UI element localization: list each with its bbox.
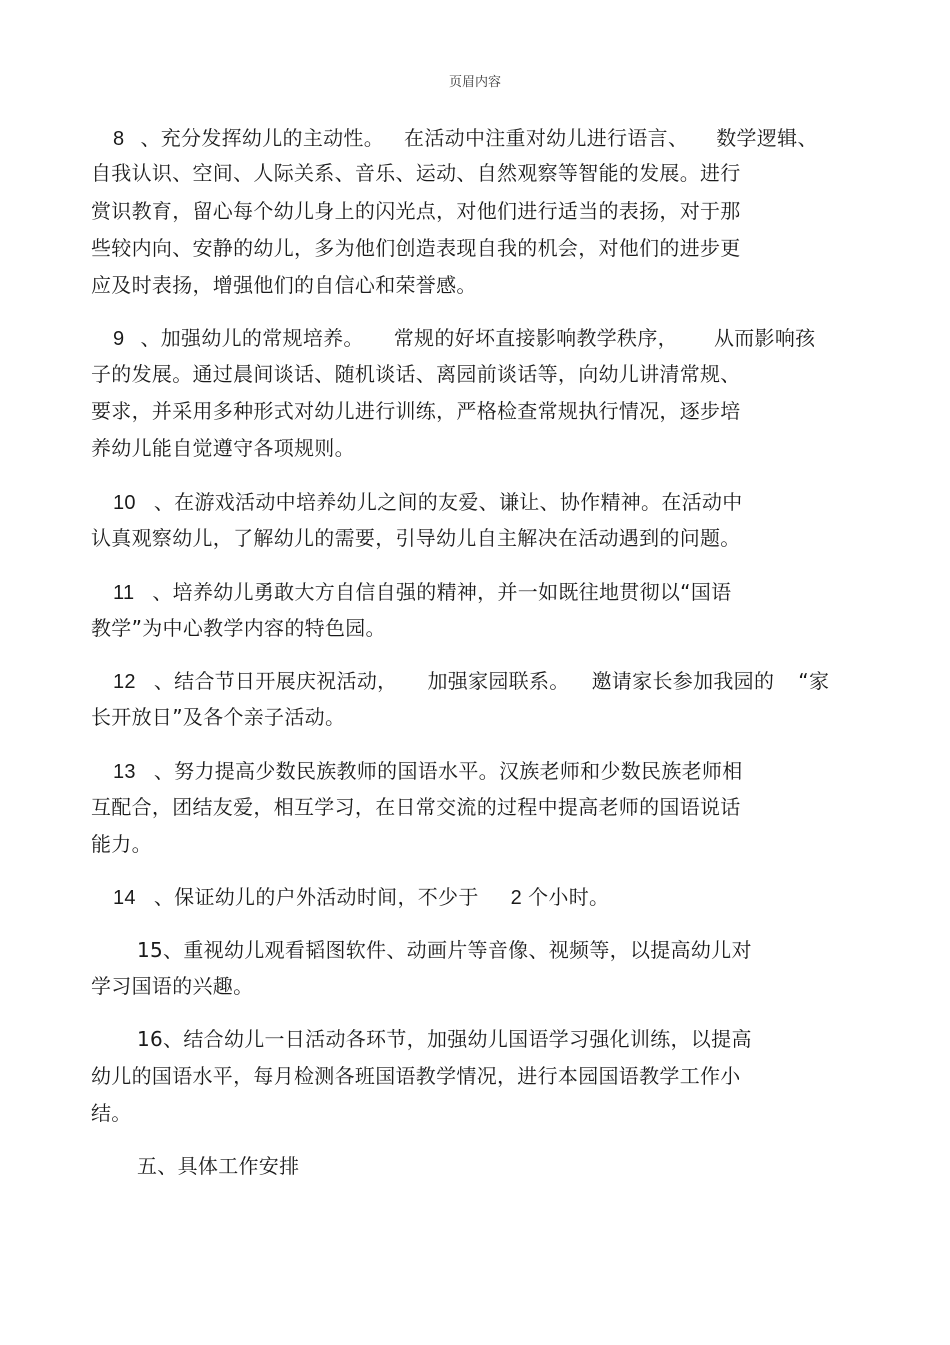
item-12-line-1 bbox=[113, 669, 829, 694]
item-12-text-c: 邀请家长参加我园的 bbox=[591, 669, 775, 693]
item-8-number: 8 bbox=[113, 128, 125, 150]
item-8-line-5: 应及时表扬，增强他们的自信心和荣誉感。 bbox=[91, 273, 477, 297]
item-15-line-2: 学习国语的兴趣。 bbox=[91, 974, 254, 998]
item-8-text-b: 在活动中注重对幼儿进行语言、 bbox=[404, 126, 689, 150]
item-12-text-d: “家 bbox=[798, 669, 830, 693]
item-12-text-a: 、结合节日开展庆祝活动， bbox=[153, 669, 398, 693]
item-13-line-2: 互配合，团结友爱，相互学习，在日常交流的过程中提高老师的国语说话 bbox=[91, 795, 741, 819]
item-14-hours: 2 bbox=[510, 887, 523, 909]
item-8-line-3: 赏识教育，留心每个幼儿身上的闪光点，对他们进行适当的表扬，对于那 bbox=[91, 199, 741, 223]
item-9-line-3: 要求，并采用多种形式对幼儿进行训练，严格检查常规执行情况，逐步培 bbox=[91, 399, 741, 423]
item-8-line-1 bbox=[113, 126, 818, 151]
item-16-line-3: 结。 bbox=[91, 1101, 132, 1125]
item-9-line-2: 子的发展。通过晨间谈话、随机谈话、离园前谈话等，向幼儿讲清常规、 bbox=[91, 362, 741, 386]
item-14-line-1 bbox=[113, 885, 609, 910]
item-8-text-c: 数学逻辑、 bbox=[716, 126, 818, 150]
item-10-number: 10 bbox=[113, 492, 136, 514]
item-13-line-3: 能力。 bbox=[91, 832, 152, 856]
item-9-text-b: 常规的好坏直接影响教学秩序， bbox=[393, 326, 678, 350]
item-14-text-b: 个小时。 bbox=[528, 885, 610, 909]
item-13-number: 13 bbox=[113, 761, 136, 783]
item-16-line-1: 16、结合幼儿一日活动各环节，加强幼儿国语学习强化训练，以提高 bbox=[137, 1027, 752, 1051]
item-12-line-2: 长开放日”及各个亲子活动。 bbox=[91, 705, 346, 729]
item-11-line-1 bbox=[113, 580, 731, 605]
item-12-number: 12 bbox=[113, 671, 136, 693]
item-8-line-4: 些较内向、安静的幼儿，多为他们创造表现自我的机会，对他们的进步更 bbox=[91, 236, 741, 260]
page-header: 页眉内容 bbox=[448, 75, 501, 90]
item-10-text-a: 、在游戏活动中培养幼儿之间的友爱、谦让、协作精神。在活动中 bbox=[153, 490, 743, 514]
section-title: 五、具体工作安排 bbox=[137, 1154, 300, 1178]
item-13-text-a: 、努力提高少数民族教师的国语水平。汉族老师和少数民族老师相 bbox=[153, 759, 743, 783]
item-9-line-4: 养幼儿能自觉遵守各项规则。 bbox=[91, 436, 355, 460]
item-10-line-2: 认真观察幼儿，了解幼儿的需要，引导幼儿自主解决在活动遇到的问题。 bbox=[91, 526, 741, 550]
item-16-line-2: 幼儿的国语水平，每月检测各班国语教学情况，进行本园国语教学工作小 bbox=[91, 1064, 741, 1088]
item-11-text-a: 、培养幼儿勇敢大方自信自强的精神，并一如既往地贯彻以“国语 bbox=[152, 580, 732, 604]
item-13-line-1 bbox=[113, 759, 743, 784]
item-14-text-a: 、保证幼儿的户外活动时间，不少于 bbox=[153, 885, 479, 909]
item-10-line-1 bbox=[113, 490, 743, 515]
item-14-number: 14 bbox=[113, 887, 136, 909]
item-11-line-2: 教学”为中心教学内容的特色园。 bbox=[91, 616, 386, 640]
item-9-text-c: 从而影响孩 bbox=[713, 326, 816, 350]
item-15-line-1: 15、重视幼儿观看韬图软件、动画片等音像、视频等，以提高幼儿对 bbox=[137, 938, 752, 962]
item-8-text-a: 、充分发挥幼儿的主动性。 bbox=[140, 126, 385, 150]
item-8-line-2: 自我认识、空间、人际关系、音乐、运动、自然观察等智能的发展。进行 bbox=[91, 161, 741, 185]
item-12-text-b: 加强家园联系。 bbox=[427, 669, 570, 693]
item-9-text-a: 、加强幼儿的常规培养。 bbox=[140, 326, 364, 350]
item-11-number: 11 bbox=[113, 582, 135, 604]
item-9-line-1 bbox=[113, 326, 815, 351]
item-9-number: 9 bbox=[113, 328, 125, 350]
